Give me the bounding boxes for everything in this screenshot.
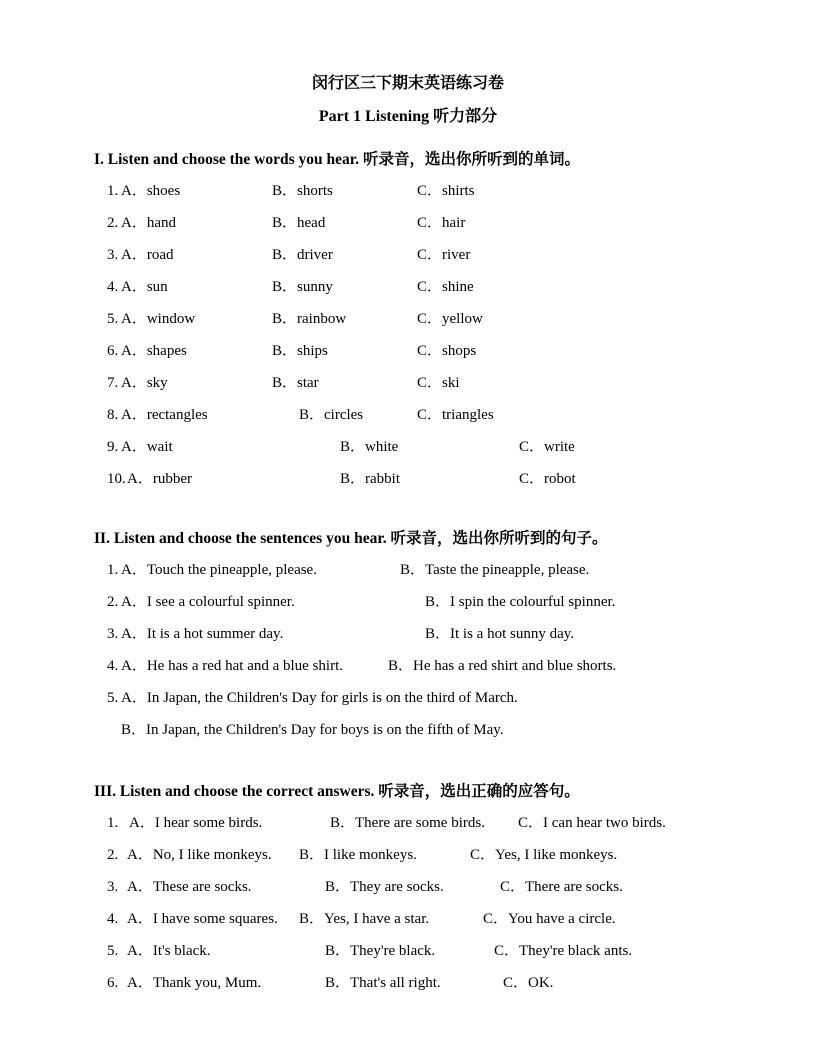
option-a: A．shoes [121, 183, 181, 199]
question-number: 1. [107, 815, 119, 831]
question-row [107, 374, 780, 393]
option-b: B．rainbow [272, 311, 347, 327]
question-row [107, 310, 780, 329]
option-a: A．sky [121, 375, 168, 391]
question-number: 3. [107, 626, 119, 642]
option-b: B．rabbit [340, 471, 400, 487]
option-b: B．Yes, I have a star. [299, 911, 430, 927]
question-row [107, 406, 780, 425]
option-b: B．He has a red shirt and blue shorts. [388, 658, 617, 674]
option-a: A．I see a colourful spinner. [121, 594, 295, 610]
option-c: C．shirts [417, 183, 475, 199]
question-row [107, 470, 780, 489]
option-c: C．river [417, 247, 471, 263]
option-a: A．These are socks. [127, 879, 252, 895]
option-a: A．Thank you, Mum. [127, 975, 262, 991]
option-a: A．wait [121, 439, 173, 455]
section2-heading: II. Listen and choose the sentences you hear. 听录音，选出你所听到的句子。 [94, 530, 608, 547]
question-number: 2. [107, 215, 119, 231]
option-a: A．rubber [127, 471, 192, 487]
question-row [107, 878, 780, 897]
option-c: C．write [519, 439, 575, 455]
option-c: C．Yes, I like monkeys. [470, 847, 618, 863]
option-b: B．driver [272, 247, 333, 263]
section1-questions [107, 182, 780, 489]
option-c: C．hair [417, 215, 466, 231]
question-number: 6. [107, 975, 119, 991]
option-c: C．triangles [417, 407, 494, 423]
section1-heading: I. Listen and choose the words you hear. 听录音，选出你所听到的单词。 [94, 151, 580, 168]
question-row [107, 910, 780, 929]
question-number: 1. [107, 183, 119, 199]
option-b: B．star [272, 375, 319, 391]
option-c: C．OK. [503, 975, 554, 991]
option-a: A．window [121, 311, 196, 327]
option-a: A．I have some squares. [127, 911, 278, 927]
option-b: B．I like monkeys. [299, 847, 417, 863]
section3-questions [107, 814, 780, 993]
question-row-continuation [107, 721, 780, 740]
option-a: A．It is a hot summer day. [121, 626, 284, 642]
question-number: 8. [107, 407, 119, 423]
question-number: 3. [107, 879, 119, 895]
option-a: A．sun [121, 279, 168, 295]
option-a: A．shapes [121, 343, 187, 359]
question-number: 7. [107, 375, 119, 391]
question-row [107, 689, 780, 708]
option-b: B．They are socks. [325, 879, 444, 895]
option-b: B．sunny [272, 279, 333, 295]
question-number: 9. [107, 439, 119, 455]
option-a: A．road [121, 247, 174, 263]
option-c: C．I can hear two birds. [518, 815, 666, 831]
question-row [107, 942, 780, 961]
question-row [107, 214, 780, 233]
question-row [107, 438, 780, 457]
question-number: 1. [107, 562, 119, 578]
option-b: B．I spin the colourful spinner. [425, 594, 616, 610]
option-a: A．No, I like monkeys. [127, 847, 272, 863]
option-b: B．circles [299, 407, 364, 423]
option-b: B．white [340, 439, 399, 455]
option-a: A．rectangles [121, 407, 208, 423]
option-b: B．In Japan, the Children's Day for boys is on the fifth of May. [121, 722, 504, 738]
option-c: C．ski [417, 375, 460, 391]
option-b: B．It is a hot sunny day. [425, 626, 575, 642]
option-b: B．head [272, 215, 326, 231]
option-c: C．shops [417, 343, 477, 359]
question-number: 6. [107, 343, 119, 359]
section3-heading: III. Listen and choose the correct answers. 听录音，选出正确的应答句。 [94, 783, 580, 800]
option-a: A．I hear some birds. [129, 815, 263, 831]
question-row [107, 342, 780, 361]
question-row [107, 625, 780, 644]
option-b: B．ships [272, 343, 328, 359]
option-a: A．It's black. [127, 943, 211, 959]
option-a: A．hand [121, 215, 176, 231]
question-row [107, 974, 780, 993]
question-row [107, 657, 780, 676]
option-b: B．Taste the pineapple, please. [400, 562, 590, 578]
option-c: C．shine [417, 279, 474, 295]
option-c: C．You have a circle. [483, 911, 616, 927]
question-number: 4. [107, 658, 119, 674]
option-c: C．They're black ants. [494, 943, 633, 959]
option-b: B．They're black. [325, 943, 436, 959]
question-row [107, 182, 780, 201]
option-a: A．Touch the pineapple, please. [121, 562, 317, 578]
doc-title: 闵行区三下期末英语练习卷 [311, 75, 504, 92]
option-a: A．In Japan, the Children's Day for girls is on the third of March. [121, 690, 518, 706]
section2-questions [107, 561, 780, 740]
option-c: C．robot [519, 471, 576, 487]
option-b: B．There are some birds. [330, 815, 485, 831]
question-number: 4. [107, 279, 119, 295]
question-number: 2. [107, 594, 119, 610]
question-row [107, 278, 780, 297]
question-row [107, 246, 780, 265]
section-listen-answers [94, 782, 780, 993]
part-heading: Part 1 Listening 听力部分 [318, 108, 498, 125]
question-number: 3. [107, 247, 119, 263]
question-number: 4. [107, 911, 119, 927]
question-row [107, 593, 780, 612]
section-listen-words [94, 150, 780, 489]
option-b: B．shorts [272, 183, 333, 199]
option-c: C．There are socks. [500, 879, 623, 895]
question-number: 5. [107, 311, 119, 327]
question-number: 5. [107, 690, 119, 706]
question-number: 10. [107, 471, 126, 487]
question-number: 5. [107, 943, 119, 959]
question-row [107, 814, 780, 833]
question-number: 2. [107, 847, 119, 863]
question-row [107, 561, 780, 580]
question-row [107, 846, 780, 865]
section-listen-sentences [94, 529, 780, 740]
option-c: C．yellow [417, 311, 483, 327]
option-a: A．He has a red hat and a blue shirt. [121, 658, 344, 674]
option-b: B．That's all right. [325, 975, 441, 991]
